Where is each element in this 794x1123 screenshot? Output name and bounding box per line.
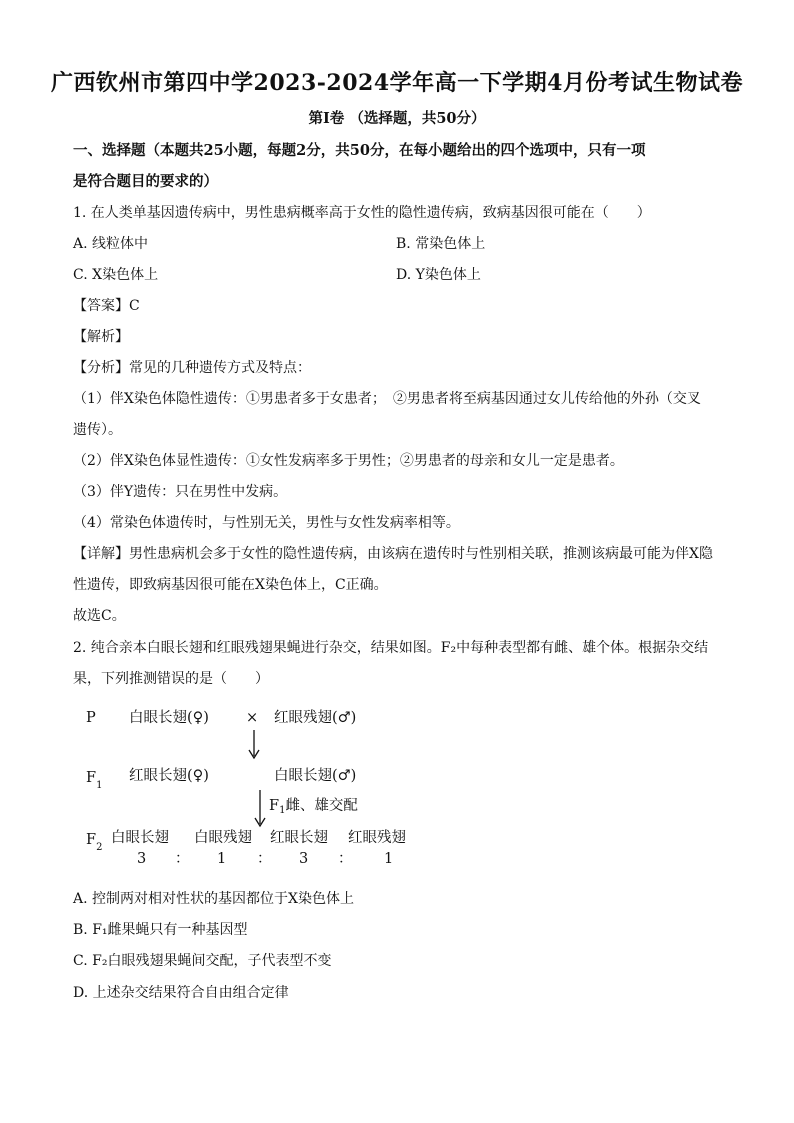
f2-ratio-colon: ： — [175, 851, 190, 867]
q1-stem: 1. 在人类单基因遗传病中，男性患病概率高于女性的隐性遗传病，致病基因很可能在（ ） — [73, 205, 651, 221]
q1-point1-b: 遗传）。 — [73, 422, 122, 438]
f2-ratio-colon: ： — [338, 851, 353, 867]
f2-phenotype: 红眼残翅 — [348, 830, 406, 846]
f1-generation-label: $F_1$ — [86, 770, 103, 791]
q1-conclusion: 故选C。 — [73, 608, 126, 624]
q2-stem-b: 果，下列推测错误的是（ ） — [73, 671, 269, 687]
f2-ratio-value: 1 — [217, 851, 227, 867]
fenxi-text: 常见的几种遗传方式及特点： — [129, 360, 311, 376]
f2-ratio-value: 3 — [299, 851, 309, 867]
q1-option-a: A. 线粒体中 — [73, 236, 149, 252]
q2-stem-a: 2. 纯合亲本白眼长翅和红眼残翅果蝇进行杂交，结果如图。F₂中每种表型都有雌、雄个体。根据杂交结 — [73, 640, 709, 656]
cross-sign: × — [246, 710, 259, 726]
exam-subtitle: 第I卷 （选择题，共50分） — [308, 110, 486, 127]
q2-option-b: B. F₁雌果蝇只有一种基因型 — [73, 922, 248, 938]
down-arrow-icon — [252, 788, 268, 830]
exam-title: 广西钦州市第四中学2023-2024学年高一下学期4月份考试生物试卷 — [51, 70, 743, 96]
f2-phenotype: 白眼长翅 — [111, 830, 169, 846]
q2-option-a: A. 控制两对相对性状的基因都位于X染色体上 — [73, 891, 354, 907]
analysis-tag: 【解析】 — [73, 329, 129, 345]
q2-option-c: C. F₂白眼残翅果蝇间交配，子代表型不变 — [73, 953, 332, 969]
down-arrow-icon — [246, 728, 262, 762]
answer-value: C — [129, 298, 140, 314]
p-male-phenotype: 红眼残翅(♂) — [274, 710, 357, 726]
section-heading-line1: 一、选择题（本题共25小题，每题2分，共50分，在每小题给出的四个选项中，只有一项 — [73, 142, 646, 159]
detail-text-a: 男性患病机会多于女性的隐性遗传病，由该病在遗传时与性别相关联，推测该病最可能为伴X隐 — [129, 546, 713, 562]
detail-line-b: 性遗传，即致病基因很可能在X染色体上，C正确。 — [73, 577, 388, 593]
f1-mating-note: $F_1$雌、雄交配 — [269, 798, 358, 816]
p-female-phenotype: 白眼长翅(♀) — [129, 710, 209, 726]
f2-ratio-colon: ： — [257, 851, 272, 867]
section-heading-line2: 是符合题目的要求的） — [73, 173, 218, 190]
f2-phenotype: 白眼残翅 — [194, 830, 252, 846]
q1-point2: （2）伴X染色体显性遗传：①女性发病率多于男性；②男患者的母亲和女儿一定是患者。 — [73, 453, 624, 469]
q1-point4: （4）常染色体遗传时，与性别无关，男性与女性发病率相等。 — [73, 515, 460, 531]
q1-option-c: C. X染色体上 — [73, 267, 159, 283]
f1-female-phenotype: 红眼长翅(♀) — [129, 768, 209, 784]
q1-option-b: B. 常染色体上 — [396, 236, 486, 252]
q1-point3: （3）伴Y遗传：只在男性中发病。 — [73, 484, 288, 500]
f1-male-phenotype: 白眼长翅(♂) — [274, 768, 357, 784]
f2-ratio-value: 1 — [384, 851, 394, 867]
f2-generation-label: $F_2$ — [86, 832, 103, 853]
answer-tag: 【答案】 — [73, 298, 129, 314]
p-generation-label: P — [86, 710, 96, 726]
detail-tag: 【详解】 — [73, 546, 129, 562]
q1-point1-a: （1）伴X染色体隐性遗传：①男患者多于女患者； ②男患者将至病基因通过女儿传给他的外孙（交叉 — [73, 391, 701, 407]
q2-option-d: D. 上述杂交结果符合自由组合定律 — [73, 985, 289, 1001]
f2-ratio-value: 3 — [137, 851, 147, 867]
fenxi-tag: 【分析】 — [73, 360, 129, 376]
q1-option-d: D. Y染色体上 — [396, 267, 481, 283]
f2-phenotype: 红眼长翅 — [270, 830, 328, 846]
